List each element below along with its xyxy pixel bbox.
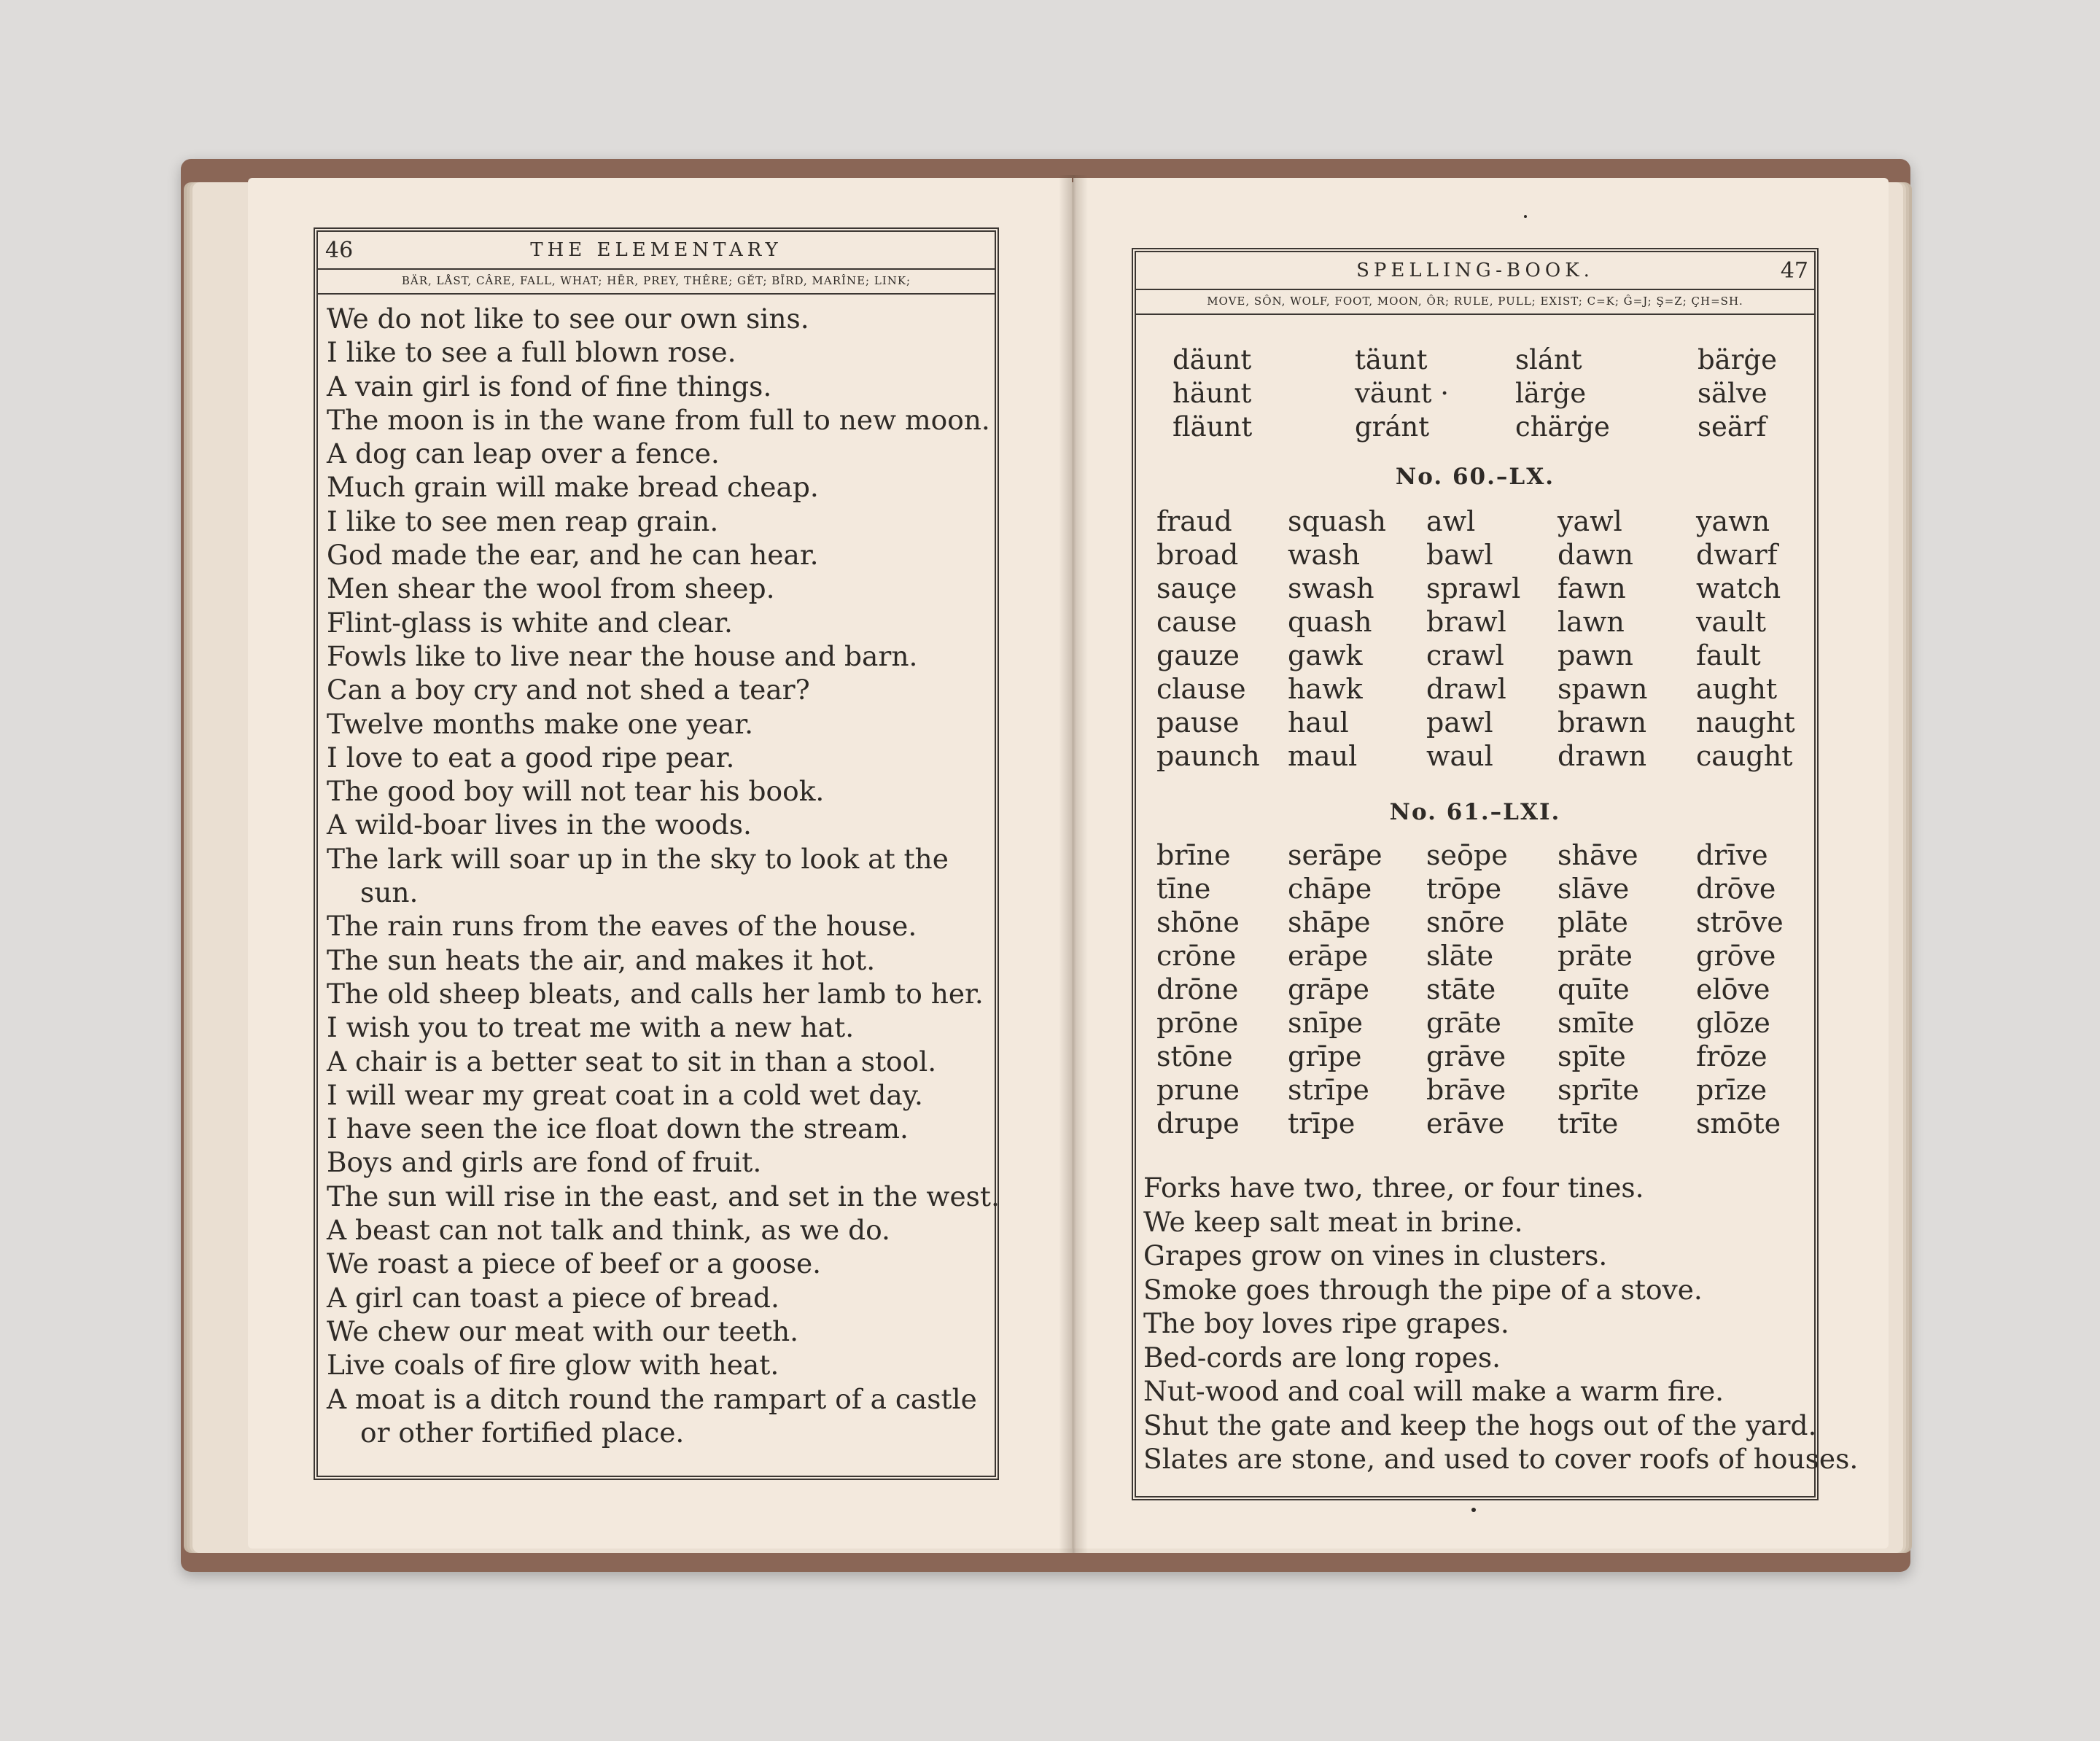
spelling-word: slāve [1558, 873, 1630, 905]
spelling-word: fault [1696, 639, 1761, 671]
sentence-line: sun. [360, 876, 419, 909]
page-number: 47 [1780, 258, 1808, 284]
sentence-line: Twelve months make one year. [327, 707, 753, 740]
spelling-word: naught [1696, 706, 1795, 739]
spelling-word: seärf [1698, 411, 1767, 443]
spelling-word: drawl [1426, 673, 1506, 705]
spelling-word: gránt [1355, 411, 1430, 443]
spelling-word: shāve [1558, 839, 1638, 871]
sentence-line: The boy loves ripe grapes. [1143, 1307, 1509, 1339]
running-head: THE ELEMENTARY [530, 239, 782, 261]
page-speck [1524, 215, 1527, 218]
spelling-word: yawn [1696, 505, 1770, 537]
sentence-line: The moon is in the wane from full to new moon. [327, 403, 990, 436]
spelling-word: snīpe [1288, 1007, 1363, 1039]
sentence-line: The lark will soar up in the sky to look at the [327, 842, 949, 875]
spelling-word: smīte [1558, 1007, 1635, 1039]
spelling-word: brīne [1156, 839, 1231, 871]
pronunciation-key: BÄR, LÅST, CÂRE, FALL, WHAT; HĒR, PREY, THÊRE; GĔT; BĪRD, MARÎNE; LINK; [318, 268, 995, 295]
spelling-word: grōve [1696, 940, 1776, 972]
spelling-word: prōne [1156, 1007, 1239, 1039]
sentence-line: A moat is a ditch round the rampart of a castle [327, 1382, 977, 1415]
spelling-word: drīve [1696, 839, 1768, 871]
spelling-word: sauçe [1156, 572, 1237, 604]
sentence-line: The rain runs from the eaves of the house. [327, 910, 917, 943]
sentence-line: I like to see men reap grain. [327, 505, 719, 537]
spelling-word: slánt [1515, 344, 1582, 375]
right-page-frame [1132, 248, 1859, 1500]
spelling-word: spīte [1558, 1040, 1626, 1072]
spelling-word: väunt · [1355, 378, 1450, 409]
spelling-word: stāte [1426, 973, 1496, 1005]
spelling-word: sälve [1698, 378, 1768, 409]
sentence-line: The old sheep bleats, and calls her lamb to her. [327, 977, 984, 1010]
sentence-line: Men shear the wool from sheep. [327, 572, 775, 605]
spelling-word: erāpe [1288, 940, 1369, 972]
spelling-word: quash [1288, 606, 1372, 638]
spelling-word: slāte [1426, 940, 1494, 972]
word-column [1696, 838, 1784, 1140]
sentence-line: Boys and girls are fond of fruit. [327, 1146, 762, 1179]
spelling-word: pawl [1426, 706, 1493, 739]
word-column [1426, 838, 1508, 1140]
spelling-word: drōve [1696, 873, 1776, 905]
spelling-word: wash [1288, 539, 1361, 571]
spelling-word: lärġe [1515, 378, 1587, 409]
spelling-word: grāte [1426, 1007, 1501, 1039]
spelling-word: watch [1696, 572, 1781, 604]
spelling-word: fläunt [1172, 411, 1253, 443]
spelling-word: crōne [1156, 940, 1237, 972]
sentence-line: God made the ear, and he can hear. [327, 539, 819, 572]
page-number: 46 [325, 238, 354, 263]
spelling-word: lawn [1558, 606, 1625, 638]
spelling-word: vault [1696, 606, 1767, 638]
sentence-line: I love to eat a good ripe pear. [327, 741, 735, 774]
spelling-word: spawn [1558, 673, 1648, 705]
left-sentence-list [327, 302, 1000, 1449]
spelling-word: shāpe [1288, 906, 1371, 938]
spelling-word: gawk [1288, 639, 1363, 671]
book-gutter [1059, 175, 1088, 1553]
spelling-word: smōte [1696, 1107, 1781, 1140]
spelling-word: shōne [1156, 906, 1240, 938]
spelling-word: trīpe [1288, 1107, 1356, 1140]
spelling-word: swash [1288, 572, 1374, 604]
spelling-word: häunt [1172, 378, 1252, 409]
sentence-line: Smoke goes through the pipe of a stove. [1143, 1273, 1703, 1306]
spelling-word: quīte [1558, 973, 1630, 1005]
spelling-word: grāpe [1288, 973, 1369, 1005]
word-column [1355, 343, 1449, 444]
sentence-line: Forks have two, three, or four tines. [1143, 1172, 1644, 1204]
spelling-word: däunt [1172, 344, 1252, 375]
word-columns-top [1172, 343, 1785, 449]
word-column [1558, 505, 1647, 773]
spelling-word: dawn [1558, 539, 1633, 571]
spelling-word: brawl [1426, 606, 1506, 638]
lesson-61-word-grid [1156, 838, 1807, 1145]
spelling-word: sprīte [1558, 1074, 1639, 1106]
right-sentence-list [1143, 1171, 1859, 1476]
spelling-word: drōne [1156, 973, 1239, 1005]
sentence-line: We do not like to see our own sins. [327, 303, 809, 335]
sentence-line: I like to see a full blown rose. [327, 336, 736, 369]
page-speck [1471, 1508, 1476, 1512]
spelling-word: fraud [1156, 505, 1232, 537]
sentence-line: We chew our meat with our teeth. [327, 1314, 799, 1347]
spelling-word: seōpe [1426, 839, 1508, 871]
spelling-word: chāpe [1288, 873, 1372, 905]
sentence-line: We roast a piece of beef or a goose. [327, 1247, 822, 1280]
sentence-line: A girl can toast a piece of bread. [327, 1281, 779, 1314]
word-column [1288, 505, 1386, 773]
spelling-word: pause [1156, 706, 1240, 739]
spelling-word: waul [1426, 740, 1493, 772]
right-page-header [1136, 252, 1814, 286]
spelling-word: snōre [1426, 906, 1505, 938]
spelling-word: strīpe [1288, 1074, 1369, 1106]
word-column [1515, 343, 1610, 444]
sentence-line: The good boy will not tear his book. [327, 775, 825, 808]
word-column [1426, 505, 1520, 773]
spelling-word: yawl [1558, 505, 1622, 537]
spelling-word: aught [1696, 673, 1778, 705]
sentence-line: Slates are stone, and used to cover roofs of houses. [1143, 1443, 1859, 1475]
sentence-line: We keep salt meat in brine. [1143, 1205, 1523, 1238]
spelling-word: tīne [1156, 873, 1211, 905]
lesson-60-word-grid [1156, 505, 1807, 774]
spelling-word: stōne [1156, 1040, 1233, 1072]
spelling-word: täunt [1355, 344, 1428, 375]
spelling-word: brawn [1558, 706, 1647, 739]
spelling-word: frōze [1696, 1040, 1768, 1072]
spelling-word: bawl [1426, 539, 1493, 571]
left-page-frame [314, 227, 999, 1480]
spelling-word: clause [1156, 673, 1246, 705]
sentence-line: Nut-wood and coal will make a warm fire. [1143, 1375, 1724, 1407]
spelling-word: grīpe [1288, 1040, 1362, 1072]
spelling-word: strōve [1696, 906, 1784, 938]
word-column [1156, 505, 1260, 773]
sentence-line: Live coals of fire glow with heat. [327, 1349, 779, 1382]
sentence-line: A wild-boar lives in the woods. [327, 809, 752, 841]
spelling-word: plāte [1558, 906, 1628, 938]
spelling-word: glōze [1696, 1007, 1770, 1039]
spelling-word: fawn [1558, 572, 1626, 604]
running-head: SPELLING-BOOK. [1356, 260, 1594, 281]
spelling-word: awl [1426, 505, 1476, 537]
sentence-line: A vain girl is fond of fine things. [327, 370, 772, 402]
sentence-line: The sun will rise in the east, and set in the west. [327, 1180, 1000, 1212]
sentence-line: Bed-cords are long ropes. [1143, 1341, 1501, 1374]
spelling-word: drupe [1156, 1107, 1240, 1140]
sentence-line: or other fortified place. [360, 1416, 685, 1449]
spelling-word: drawn [1558, 740, 1647, 772]
lesson-61-title: No. 61.–LXI. [1389, 799, 1561, 825]
sentence-line: A beast can not talk and think, as we do. [327, 1214, 890, 1247]
spelling-word: bärġe [1698, 344, 1778, 375]
spelling-word: gauze [1156, 639, 1240, 671]
word-column [1558, 838, 1639, 1140]
spelling-word: prāte [1558, 940, 1633, 972]
spelling-word: chärġe [1515, 411, 1610, 443]
spelling-word: squash [1288, 505, 1386, 537]
sentence-line: Much grain will make bread cheap. [327, 471, 819, 504]
sentence-line: Can a boy cry and not shed a tear? [327, 674, 810, 706]
sentence-line: Flint-glass is white and clear. [327, 606, 733, 639]
spelling-word: erāve [1426, 1107, 1505, 1140]
spelling-word: brāve [1426, 1074, 1506, 1106]
spelling-word: dwarf [1696, 539, 1778, 571]
spelling-word: maul [1288, 740, 1358, 772]
spelling-word: prīze [1696, 1074, 1768, 1106]
spelling-word: paunch [1156, 740, 1260, 772]
sentence-line: Fowls like to live near the house and barn. [327, 639, 918, 672]
word-column [1696, 505, 1795, 773]
spelling-word: trōpe [1426, 873, 1502, 905]
spelling-word: sprawl [1426, 572, 1521, 604]
left-page-header [318, 232, 995, 265]
sentence-line: The sun heats the air, and makes it hot. [327, 943, 876, 976]
spelling-word: cause [1156, 606, 1237, 638]
spelling-word: prune [1156, 1074, 1240, 1106]
sentence-line: I have seen the ice float down the stream. [327, 1113, 909, 1145]
spelling-word: serāpe [1288, 839, 1382, 871]
lesson-60-title: No. 60.–LX. [1395, 464, 1555, 490]
sentence-line: Grapes grow on vines in clusters. [1143, 1239, 1608, 1271]
word-column [1698, 343, 1777, 444]
pronunciation-key: MOVE, SÔN, WOLF, FOOT, MOON, ÔR; RULE, PULL; EXIST; C=K; Ĝ=J; Ş=Z; ÇH=SH. [1136, 289, 1814, 315]
spelling-word: pawn [1558, 639, 1633, 671]
sentence-line: A dog can leap over a fence. [327, 437, 720, 470]
spelling-word: trīte [1558, 1107, 1619, 1140]
sentence-line: Shut the gate and keep the hogs out of the yard. [1143, 1409, 1817, 1441]
word-column [1288, 838, 1382, 1140]
sentence-line: I will wear my great coat in a cold wet day. [327, 1078, 923, 1111]
spelling-word: haul [1288, 706, 1349, 739]
word-column [1156, 838, 1240, 1140]
spelling-word: elōve [1696, 973, 1770, 1005]
spelling-word: crawl [1426, 639, 1504, 671]
word-column [1172, 343, 1252, 444]
sentence-line: I wish you to treat me with a new hat. [327, 1011, 855, 1044]
spelling-word: broad [1156, 539, 1239, 571]
spelling-word: grāve [1426, 1040, 1506, 1072]
sentence-line: A chair is a better seat to sit in than a stool. [327, 1045, 937, 1078]
spelling-word: caught [1696, 740, 1793, 772]
spelling-word: hawk [1288, 673, 1363, 705]
